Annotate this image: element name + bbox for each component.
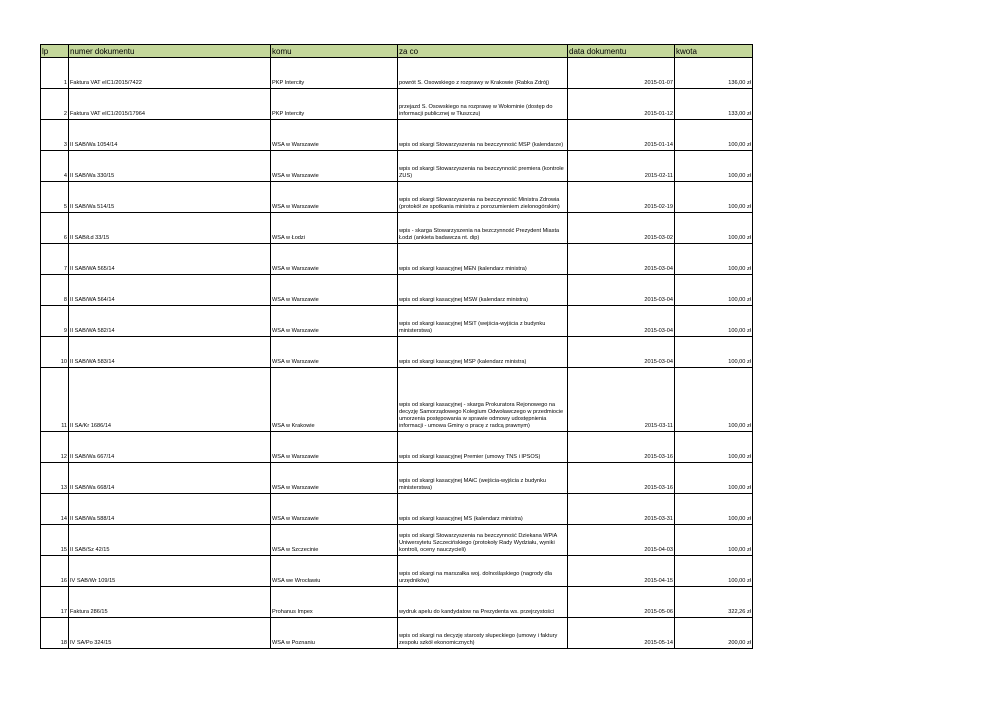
table-row xyxy=(41,89,753,120)
row-kwota[interactable]: 100,00 zł xyxy=(675,494,753,525)
row-lp[interactable]: 17 xyxy=(41,587,69,618)
table-row xyxy=(41,120,753,151)
row-numer-dokumentu[interactable]: II SAB/WA 583/14 xyxy=(69,337,271,368)
row-za-co[interactable]: wydruk apelu do kandydatow na Prezydenta ws. przejrzystości xyxy=(398,587,568,618)
row-numer-dokumentu[interactable]: II SAB/WA 564/14 xyxy=(69,275,271,306)
table-row xyxy=(41,618,753,649)
row-data-dokumentu[interactable]: 2015-02-19 xyxy=(568,182,675,213)
row-lp[interactable]: 9 xyxy=(41,306,69,337)
table-row xyxy=(41,432,753,463)
row-za-co[interactable]: wpis od skargi kasacyjnej MS (kalendarz ministra) xyxy=(398,494,568,525)
row-lp[interactable]: 7 xyxy=(41,244,69,275)
row-lp[interactable]: 13 xyxy=(41,463,69,494)
header-kwota[interactable]: kwota xyxy=(675,45,753,58)
header-data-dokumentu[interactable]: data dokumentu xyxy=(568,45,675,58)
row-kwota[interactable]: 100,00 zł xyxy=(675,182,753,213)
row-data-dokumentu[interactable]: 2015-03-16 xyxy=(568,432,675,463)
header-lp[interactable]: lp xyxy=(41,45,69,58)
row-za-co[interactable]: wpis od skargi Stowarzyszenia na bezczynność Dziekana WPiA Uniwersytetu Szczecińskiego (protokoły Rady Wydziału, wyniki kontroli, oceny nauczycieli) xyxy=(398,525,568,556)
row-lp[interactable]: 16 xyxy=(41,556,69,587)
row-data-dokumentu[interactable]: 2015-03-04 xyxy=(568,275,675,306)
table-row xyxy=(41,556,753,587)
table-row xyxy=(41,213,753,244)
row-numer-dokumentu[interactable]: Faktura VAT eIC1/2015/7422 xyxy=(69,58,271,89)
row-komu[interactable]: WSA w Warszawie xyxy=(271,306,398,337)
row-za-co[interactable]: wpis - skarga Stowarzyszenia na bezczynność Prezydent Miasta Łodzi (ankieta badawcza nt. dip) xyxy=(398,213,568,244)
row-kwota[interactable]: 100,00 zł xyxy=(675,337,753,368)
row-za-co[interactable]: wpis od skargi kasacyjnej MSiT (wejścia-wyjścia z budynku ministerstwa) xyxy=(398,306,568,337)
row-komu[interactable]: PKP Intercity xyxy=(271,58,398,89)
row-komu[interactable]: WSA w Warszawie xyxy=(271,432,398,463)
row-kwota[interactable]: 100,00 zł xyxy=(675,213,753,244)
row-kwota[interactable]: 100,00 zł xyxy=(675,151,753,182)
row-kwota[interactable]: 200,00 zł xyxy=(675,618,753,649)
row-za-co[interactable]: wpis od skargi kasacyjnej MSW (kalendarz ministra) xyxy=(398,275,568,306)
row-kwota[interactable]: 100,00 zł xyxy=(675,432,753,463)
row-za-co[interactable]: wpis od skargi Stowarzyszenia na bezczynność MSP (kalendarze) xyxy=(398,120,568,151)
row-numer-dokumentu[interactable]: Faktura 286/15 xyxy=(69,587,271,618)
table-row xyxy=(41,182,753,213)
row-lp[interactable]: 2 xyxy=(41,89,69,120)
row-lp[interactable]: 5 xyxy=(41,182,69,213)
row-komu[interactable]: WSA w Szczecinie xyxy=(271,525,398,556)
row-komu[interactable]: WSA w Warszawie xyxy=(271,120,398,151)
row-za-co[interactable]: przejazd S. Osowskiego na rozprawę w Wołominie (dostęp do informacji publicznej w Tłuszczu) xyxy=(398,89,568,120)
row-lp[interactable]: 15 xyxy=(41,525,69,556)
row-kwota[interactable]: 100,00 zł xyxy=(675,525,753,556)
table-row xyxy=(41,275,753,306)
row-lp[interactable]: 11 xyxy=(41,368,69,432)
row-komu[interactable]: WSA w Poznaniu xyxy=(271,618,398,649)
row-kwota[interactable]: 100,00 zł xyxy=(675,368,753,432)
row-data-dokumentu[interactable]: 2015-03-16 xyxy=(568,463,675,494)
row-komu[interactable]: WSA w Warszawie xyxy=(271,337,398,368)
row-data-dokumentu[interactable]: 2015-05-06 xyxy=(568,587,675,618)
row-lp[interactable]: 4 xyxy=(41,151,69,182)
row-komu[interactable]: WSA we Wrocławiu xyxy=(271,556,398,587)
row-data-dokumentu[interactable]: 2015-05-14 xyxy=(568,618,675,649)
row-numer-dokumentu[interactable]: II SAB/Wa 1054/14 xyxy=(69,120,271,151)
row-data-dokumentu[interactable]: 2015-03-02 xyxy=(568,213,675,244)
row-numer-dokumentu[interactable]: II SAB/Wa 514/15 xyxy=(69,182,271,213)
row-numer-dokumentu[interactable]: II SAB/Wa 588/14 xyxy=(69,494,271,525)
row-kwota[interactable]: 136,00 zł xyxy=(675,58,753,89)
row-kwota[interactable]: 100,00 zł xyxy=(675,463,753,494)
row-data-dokumentu[interactable]: 2015-01-12 xyxy=(568,89,675,120)
row-za-co[interactable]: wpis od skargi na decyzję starosty słupeckiego (umowy i faktury zespołu szkół ekonomicznych) xyxy=(398,618,568,649)
table-row xyxy=(41,587,753,618)
row-kwota[interactable]: 100,00 zł xyxy=(675,120,753,151)
row-lp[interactable]: 6 xyxy=(41,213,69,244)
table-row xyxy=(41,525,753,556)
row-za-co[interactable]: wpis od skargi kasacyjnej MEN (kalendarz ministra) xyxy=(398,244,568,275)
row-numer-dokumentu[interactable]: II SAB/WA 582/14 xyxy=(69,306,271,337)
header-za-co[interactable]: za co xyxy=(398,45,568,58)
row-lp[interactable]: 3 xyxy=(41,120,69,151)
row-data-dokumentu[interactable]: 2015-03-11 xyxy=(568,368,675,432)
row-kwota[interactable]: 100,00 zł xyxy=(675,275,753,306)
row-kwota[interactable]: 133,00 zł xyxy=(675,89,753,120)
row-numer-dokumentu[interactable]: II SAB/Łd 33/15 xyxy=(69,213,271,244)
row-numer-dokumentu[interactable]: II SAB/Wa 667/14 xyxy=(69,432,271,463)
row-komu[interactable]: WSA w Warszawie xyxy=(271,244,398,275)
expense-table xyxy=(40,44,753,649)
row-lp[interactable]: 18 xyxy=(41,618,69,649)
header-numer-dokumentu[interactable]: numer dokumentu xyxy=(69,45,271,58)
row-lp[interactable]: 1 xyxy=(41,58,69,89)
row-numer-dokumentu[interactable]: II SAB/Wa 330/15 xyxy=(69,151,271,182)
row-za-co[interactable]: wpis od skargi kasacyjnej MAiC (wejścia-wyjścia z budynku ministerstwa) xyxy=(398,463,568,494)
row-kwota[interactable]: 100,00 zł xyxy=(675,306,753,337)
row-data-dokumentu[interactable]: 2015-04-03 xyxy=(568,525,675,556)
row-numer-dokumentu[interactable]: Faktura VAT eIC1/2015/17964 xyxy=(69,89,271,120)
row-za-co[interactable]: wpis od skargi kasacyjnej Premier (umowy TNS i IPSOS) xyxy=(398,432,568,463)
row-data-dokumentu[interactable]: 2015-03-04 xyxy=(568,244,675,275)
row-data-dokumentu[interactable]: 2015-03-04 xyxy=(568,337,675,368)
row-za-co[interactable]: wpis od skargi Stowarzyszenia na bezczynność Ministra Zdrowia (protokół ze spotkania ministra z porozumieniem zielonogórskim) xyxy=(398,182,568,213)
row-za-co[interactable]: wpis od skargi kasacyjnej MSP (kalendarz ministra) xyxy=(398,337,568,368)
table-row xyxy=(41,494,753,525)
row-za-co[interactable]: wpis od skargi Stowarzyszenia na bezczynność premiera (kontrole ZUS) xyxy=(398,151,568,182)
row-komu[interactable]: WSA w Warszawie xyxy=(271,151,398,182)
table-row xyxy=(41,337,753,368)
row-komu[interactable]: WSA w Warszawie xyxy=(271,275,398,306)
row-komu[interactable]: WSA w Warszawie xyxy=(271,494,398,525)
row-data-dokumentu[interactable]: 2015-01-07 xyxy=(568,58,675,89)
row-komu[interactable]: WSA w Krakowie xyxy=(271,368,398,432)
table-row xyxy=(41,306,753,337)
row-komu[interactable]: WSA w Warszawie xyxy=(271,463,398,494)
table-row xyxy=(41,463,753,494)
table-row xyxy=(41,58,753,89)
row-komu[interactable]: Prohanus Impex xyxy=(271,587,398,618)
header-row xyxy=(41,45,753,58)
row-za-co[interactable]: wpis od skargi na marszałka woj. dolnośląskiego (nagrody dla urzędników) xyxy=(398,556,568,587)
header-komu[interactable]: komu xyxy=(271,45,398,58)
row-komu[interactable]: WSA w Warszawie xyxy=(271,182,398,213)
row-komu[interactable]: WSA w Łodzi xyxy=(271,213,398,244)
row-numer-dokumentu[interactable]: II SAB/Sz 42/15 xyxy=(69,525,271,556)
row-kwota[interactable]: 322,26 zł xyxy=(675,587,753,618)
row-kwota[interactable]: 100,00 zł xyxy=(675,556,753,587)
row-numer-dokumentu[interactable]: II SAB/WA 565/14 xyxy=(69,244,271,275)
table-row xyxy=(41,151,753,182)
row-lp[interactable]: 10 xyxy=(41,337,69,368)
row-kwota[interactable]: 100,00 zł xyxy=(675,244,753,275)
row-data-dokumentu[interactable]: 2015-04-15 xyxy=(568,556,675,587)
row-za-co[interactable]: powrót S. Osowskiego z rozprawy w Krakowie (Rabka Zdrój) xyxy=(398,58,568,89)
table-row xyxy=(41,244,753,275)
row-lp[interactable]: 8 xyxy=(41,275,69,306)
row-data-dokumentu[interactable]: 2015-02-11 xyxy=(568,151,675,182)
row-data-dokumentu[interactable]: 2015-01-14 xyxy=(568,120,675,151)
row-lp[interactable]: 12 xyxy=(41,432,69,463)
row-data-dokumentu[interactable]: 2015-03-31 xyxy=(568,494,675,525)
row-komu[interactable]: PKP Intercity xyxy=(271,89,398,120)
row-numer-dokumentu[interactable]: IV SA/Po 324/15 xyxy=(69,618,271,649)
row-data-dokumentu[interactable]: 2015-03-04 xyxy=(568,306,675,337)
row-za-co[interactable]: wpis od skargi kasacyjnej - skarga Prokuratora Rejonowego na decyzję Samorządowego Kolegium Odwoławczego w przedmiocie umorzenia postępowania w sprawie odmowy udostępnienia informacji - umowa Gminy o pracę z radcą prawnym) xyxy=(398,368,568,432)
row-numer-dokumentu[interactable]: II SA/Kr 1686/14 xyxy=(69,368,271,432)
row-lp[interactable]: 14 xyxy=(41,494,69,525)
row-numer-dokumentu[interactable]: IV SAB/Wr 109/15 xyxy=(69,556,271,587)
table-row xyxy=(41,368,753,432)
row-numer-dokumentu[interactable]: II SAB/Wa 668/14 xyxy=(69,463,271,494)
